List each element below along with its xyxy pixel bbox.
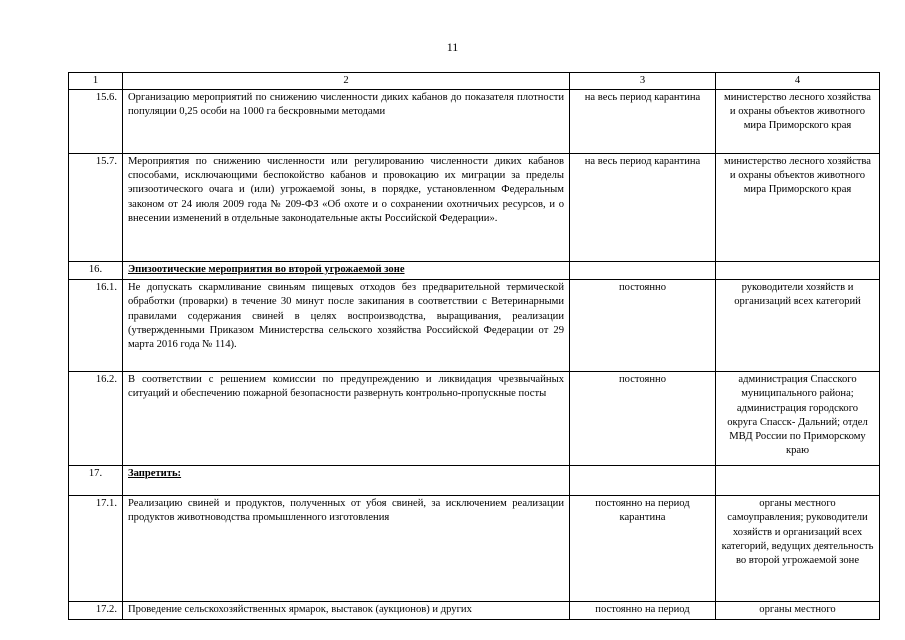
row-number: 17.2.	[69, 602, 123, 620]
table-header-row	[69, 73, 880, 90]
header-cell: 1	[69, 73, 123, 90]
row-number: 17.	[69, 466, 123, 496]
responsible-text: органы местного самоуправления; руководители хозяйств и организаций всех категорий, ведущих деятельность во второй угрожаемой зоне	[716, 496, 880, 602]
measure-text: Не допускать скармливание свиньям пищевых отходов без предварительной термической обработки (проварки) в течение 30 минут после закипания в соответствии с Ветеринарными правилами содержания свиней в целях воспроизводства, выращивания, реализации (утвержденными Приказом Министерства сельского хозяйства Российской Федерации от 29 марта 2016 года № 114).	[123, 280, 570, 372]
row-number: 17.1.	[69, 496, 123, 602]
table-row	[69, 602, 880, 620]
row-number: 16.1.	[69, 280, 123, 372]
table-row	[69, 90, 880, 154]
measure-text: Мероприятия по снижению численности или регулированию численности диких кабанов способами, исключающими беспокойство кабанов и провокацию их миграции за пределы эпизоотического очага и (или) угрожаемой зоны, в порядке, установленном Федеральным законом от 24 июля 2009 года № 209-ФЗ «Об охоте и о сохранении охотничьих ресурсов, и о внесении изменений в отдельные законодательные акты Российской Федерации».	[123, 154, 570, 262]
term-text: постоянно	[570, 280, 716, 372]
responsible-text: администрация Спасского муниципального района; администрация городского округа Спасск- Дальний; отдел МВД России по Приморскому краю	[716, 372, 880, 466]
term-text: на весь период карантина	[570, 154, 716, 262]
header-cell: 2	[123, 73, 570, 90]
table-row	[69, 496, 880, 602]
section-title: Эпизоотические мероприятия во второй угрожаемой зоне	[123, 262, 570, 280]
term-text: постоянно на период	[570, 602, 716, 620]
table-row	[69, 154, 880, 262]
responsible-text: руководители хозяйств и организаций всех категорий	[716, 280, 880, 372]
term-text: постоянно	[570, 372, 716, 466]
table-row	[69, 372, 880, 466]
table-row	[69, 280, 880, 372]
section-row	[69, 262, 880, 280]
header-cell: 3	[570, 73, 716, 90]
row-number: 15.6.	[69, 90, 123, 154]
responsible-text: министерство лесного хозяйства и охраны объектов животного мира Приморского края	[716, 154, 880, 262]
row-number: 16.2.	[69, 372, 123, 466]
measure-text: Организацию мероприятий по снижению численности диких кабанов до показателя плотности популяции 0,25 особи на 1000 га бескровными методами	[123, 90, 570, 154]
section-row	[69, 466, 880, 496]
term-text: постоянно на период карантина	[570, 496, 716, 602]
header-cell: 4	[716, 73, 880, 90]
measures-table	[68, 72, 880, 620]
measure-text: Проведение сельскохозяйственных ярмарок, выставок (аукционов) и других	[123, 602, 570, 620]
term-text: на весь период карантина	[570, 90, 716, 154]
page-number: 11	[446, 40, 459, 54]
measure-text: Реализацию свиней и продуктов, полученных от убоя свиней, за исключением реализации продуктов животноводства промышленного изготовления	[123, 496, 570, 602]
responsible-text: министерство лесного хозяйства и охраны объектов животного мира Приморского края	[716, 90, 880, 154]
measure-text: В соответствии с решением комиссии по предупреждению и ликвидация чрезвычайных ситуаций и обеспечению пожарной безопасности развернуть контрольно-пропускные посты	[123, 372, 570, 466]
section-title: Запретить:	[123, 466, 570, 496]
row-number: 15.7.	[69, 154, 123, 262]
row-number: 16.	[69, 262, 123, 280]
responsible-text: органы местного	[716, 602, 880, 620]
